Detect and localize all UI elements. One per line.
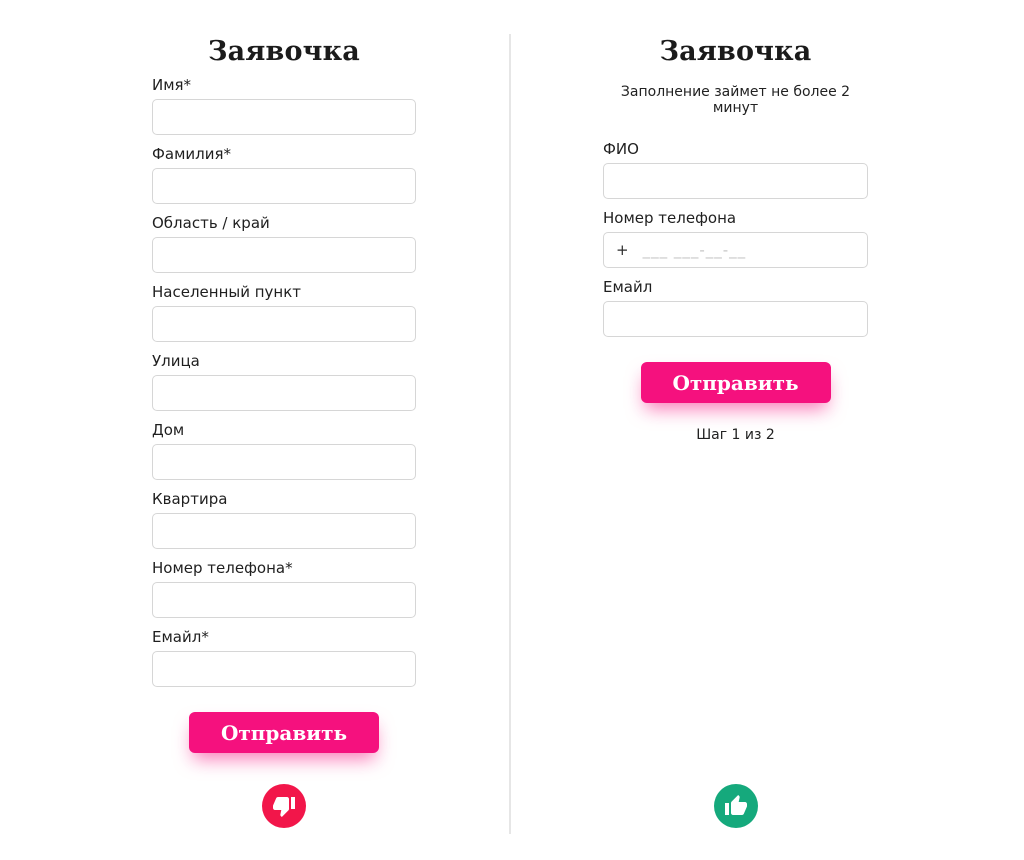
last-name-input[interactable] bbox=[152, 168, 416, 204]
phone-label-left: Номер телефона* bbox=[152, 559, 293, 577]
city-label: Населенный пункт bbox=[152, 283, 302, 301]
thumbs-down-glyph bbox=[272, 794, 296, 818]
form-title-left: Заявочка bbox=[207, 36, 361, 67]
thumbs-up-icon[interactable] bbox=[714, 784, 758, 828]
long-form-panel bbox=[0, 0, 509, 860]
first-name-input[interactable] bbox=[152, 99, 416, 135]
field-apartment bbox=[152, 490, 416, 549]
field-phone-left bbox=[152, 559, 416, 618]
long-form-content bbox=[152, 0, 416, 860]
region-label: Область / край bbox=[152, 214, 270, 232]
form-title-right: Заявочка bbox=[659, 36, 812, 67]
field-phone-right bbox=[603, 209, 868, 268]
field-house bbox=[152, 421, 416, 480]
email-label-right: Емайл bbox=[603, 278, 653, 296]
phone-prefix: + bbox=[616, 241, 629, 259]
short-form-panel bbox=[511, 0, 1024, 860]
thumbs-up-glyph bbox=[724, 794, 748, 818]
field-email-right bbox=[603, 278, 868, 337]
form-subtitle: Заполнение займет не более 2 минут bbox=[620, 84, 851, 116]
full-name-input[interactable] bbox=[603, 163, 868, 199]
email-label-left: Емайл* bbox=[152, 628, 209, 646]
short-form-fields bbox=[603, 140, 868, 337]
email-input-left[interactable] bbox=[152, 651, 416, 687]
short-form-content bbox=[603, 0, 868, 860]
phone-masked-input[interactable] bbox=[603, 232, 868, 268]
email-input-right[interactable] bbox=[603, 301, 868, 337]
house-input[interactable] bbox=[152, 444, 416, 480]
phone-mask-placeholder: ___ ___-__-__ bbox=[642, 241, 747, 259]
field-last-name bbox=[152, 145, 416, 204]
phone-label-right: Номер телефона bbox=[603, 209, 737, 227]
field-city bbox=[152, 283, 416, 342]
phone-input-left[interactable] bbox=[152, 582, 416, 618]
thumbs-down-icon[interactable] bbox=[262, 784, 306, 828]
region-input[interactable] bbox=[152, 237, 416, 273]
field-full-name bbox=[603, 140, 868, 199]
last-name-label: Фамилия* bbox=[152, 145, 232, 163]
submit-button-left[interactable]: Отправить bbox=[189, 712, 379, 753]
submit-button-right[interactable]: Отправить bbox=[641, 362, 831, 403]
long-form-fields bbox=[152, 76, 416, 687]
street-label: Улица bbox=[152, 352, 200, 370]
field-first-name bbox=[152, 76, 416, 135]
city-input[interactable] bbox=[152, 306, 416, 342]
first-name-label: Имя* bbox=[152, 76, 192, 94]
field-email-left bbox=[152, 628, 416, 687]
house-label: Дом bbox=[152, 421, 185, 439]
step-indicator: Шаг 1 из 2 bbox=[696, 427, 775, 443]
field-region bbox=[152, 214, 416, 273]
full-name-label: ФИО bbox=[603, 140, 639, 158]
apartment-input[interactable] bbox=[152, 513, 416, 549]
street-input[interactable] bbox=[152, 375, 416, 411]
apartment-label: Квартира bbox=[152, 490, 228, 508]
field-street bbox=[152, 352, 416, 411]
